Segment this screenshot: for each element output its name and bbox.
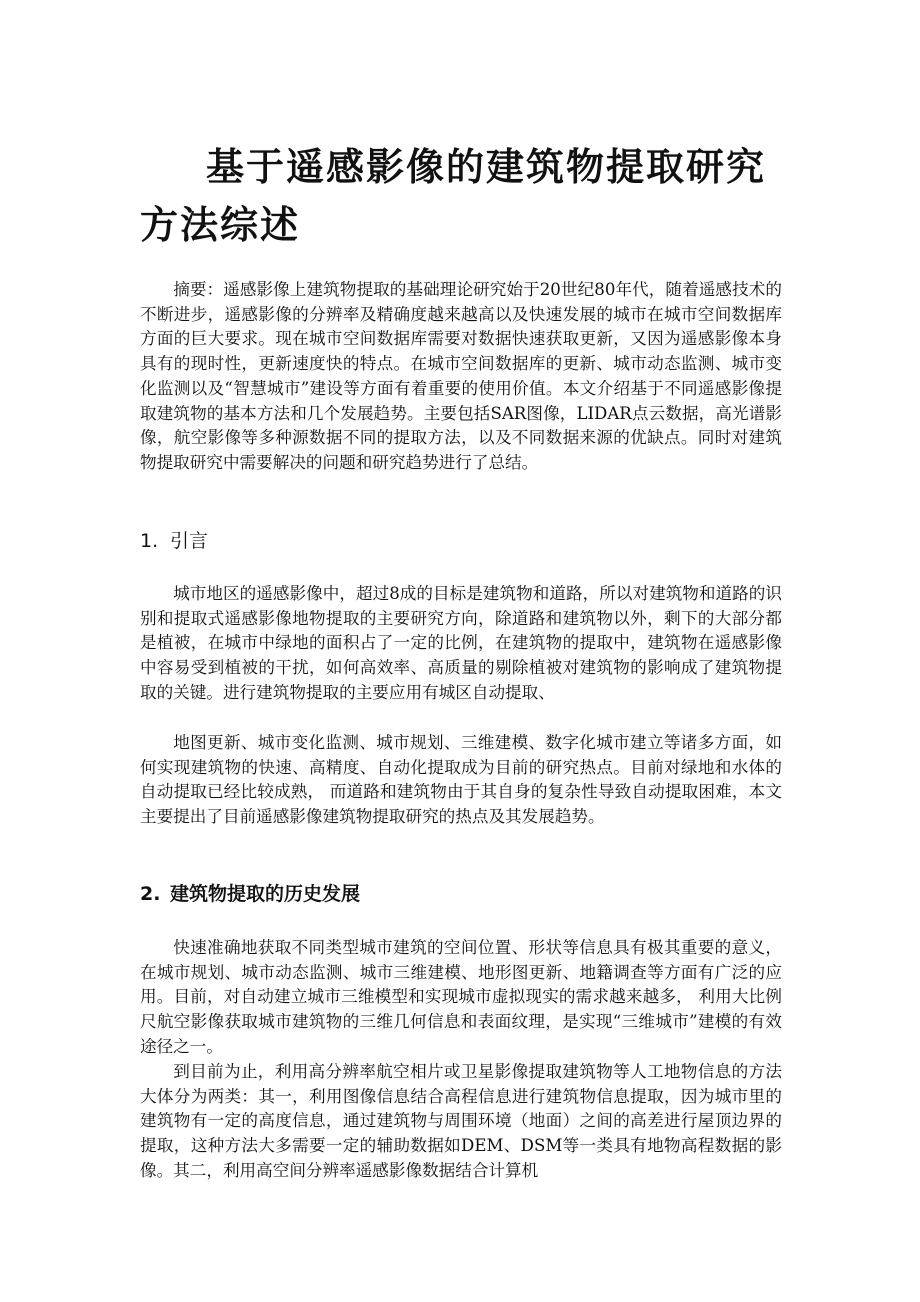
section-1-heading <box>140 528 208 554</box>
section-2-title: 建筑物提取的历史发展 <box>170 883 361 905</box>
section-1-paragraph-1: 城市地区的遥感影像中，超过8成的目标是建筑物和道路，所以对建筑物和道路的识别和提取式遥感影像地物提取的主要研究方向，除道路和建筑物以外，剩下的大部分都是植被，在城市中绿地的面积占了一定的比例，在建筑物的提取中，建筑物在遥感影像中容易受到植被的干扰，如何高效率、高质量的剔除植被对建筑物的影响成了建筑物提取的关键。进行建筑物提取的主要应用有城区自动提取、 <box>140 584 782 702</box>
section-2-paragraph-1: 快速准确地获取不同类型城市建筑的空间位置、形状等信息具有极其重要的意义， 在城市规划、城市动态监测、城市三维建模、地形图更新、地籍调查等方面有广泛的应用。目前，对自动建立城市三维模型和实现城市虚拟现实的需求越来越多， 利用大比例尺航空影像获取城市建筑物的三维几何信息和表面纹理，是实现“三维城市”建模的有效途径之一。 <box>140 938 782 1056</box>
section-2-paragraph-2: 到目前为止，利用高分辨率航空相片或卫星影像提取建筑物等人工地物信息的方法大体分为两类：其一，利用图像信息结合高程信息进行建筑物信息提取，因为城市里的建筑物有一定的高度信息，通过建筑物与周围环境（地面）之间的高差进行屋顶边界的提取，这种方法大多需要一定的辅助数据如DEM、DSM等一类具有地物高程数据的影像。其二，利用高空间分辨率遥感影像数据结合计算机 <box>140 1062 782 1180</box>
section-2-number: 2. <box>140 883 161 905</box>
section-1-title: 引言 <box>170 530 209 552</box>
abstract-paragraph: 摘要：遥感影像上建筑物提取的基础理论研究始于20世纪80年代，随着遥感技术的不断进步，遥感影像的分辨率及精确度越来越高以及快速发展的城市在城市空间数据库方面的巨大要求。现在城市空间数据库需要对数据快速获取更新，又因为遥感影像本身具有的现时性，更新速度快的特点。在城市空间数据库的更新、城市动态监测、城市变化监测以及“智慧城市”建设等方面有着重要的使用价值。本文介绍基于不同遥感影像提取建筑物的基本方法和几个发展趋势。主要包括SAR图像，LIDAR点云数据，高光谱影像，航空影像等多种源数据不同的提取方法，以及不同数据来源的优缺点。同时对建筑物提取研究中需要解决的问题和研究趋势进行了总结。 <box>140 280 782 472</box>
document-title: 基于遥感影像的建筑物提取研究方法综述 <box>140 145 767 247</box>
section-2-heading <box>140 881 360 907</box>
section-1-number: 1. <box>140 530 159 552</box>
section-1-paragraph-2: 地图更新、城市变化监测、城市规划、三维建模、数字化城市建立等诸多方面，如何实现建筑物的快速、高精度、自动化提取成为目前的研究热点。目前对绿地和水体的自动提取已经比较成熟， 而道路和建筑物由于其自身的复杂性导致自动提取困难，本文主要提出了目前遥感影像建筑物提取研究的热点及其发展趋势。 <box>140 733 782 827</box>
